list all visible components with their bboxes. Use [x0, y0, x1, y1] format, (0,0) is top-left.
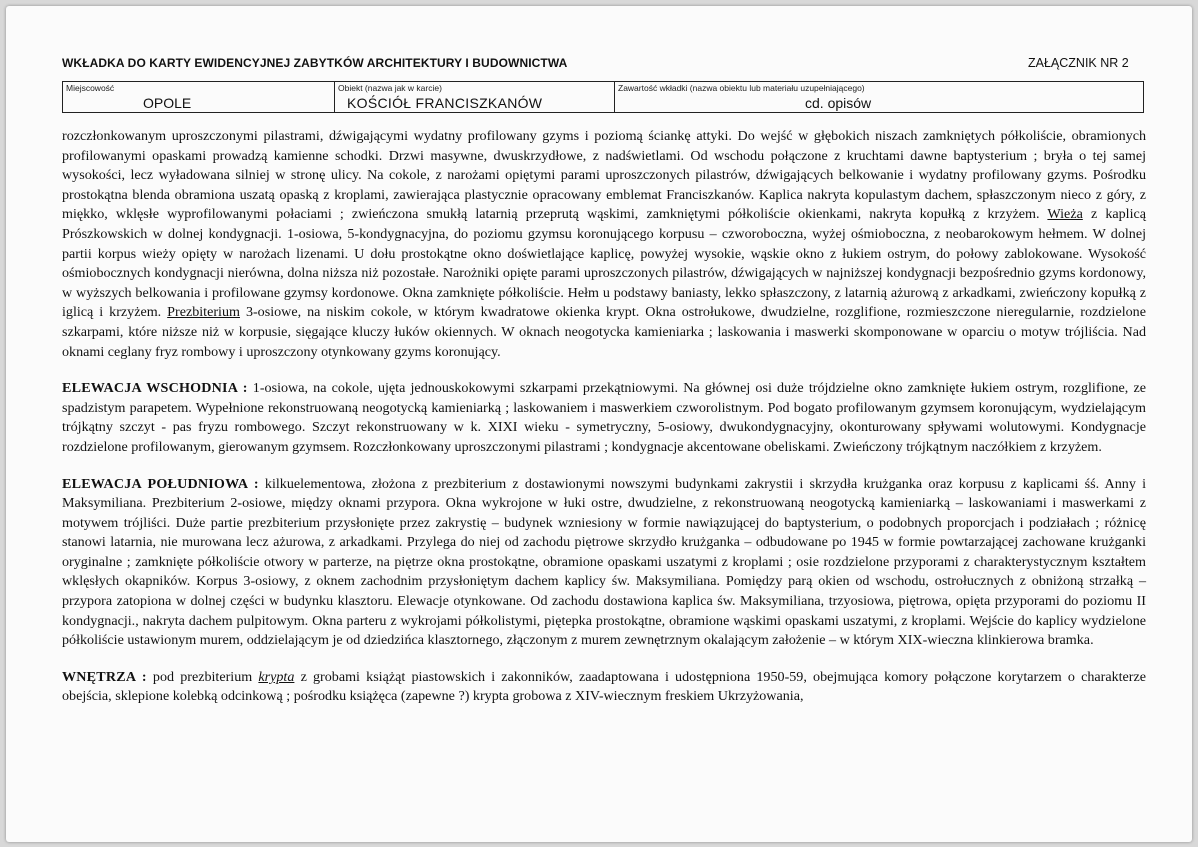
- location-value: OPOLE: [143, 95, 192, 111]
- object-label: Obiekt (nazwa jak w karcie): [338, 83, 442, 93]
- paragraph-text: kilkuelementowa, złożona z prezbiterium z dostawionymi nowszymi budynkami zakrystii i skrzydła krużganka oraz korpusu z kaplicami śś. Anny i Maksymiliana. Prezbiterium 2-osiowe, między oknami przypora. Okna wykrojone w łuki ostre, dwudzielne, z rekonstruowaną neogotycką kamieniarką – laskowaniami i maswerkami z motywem trójliści. Duże partie prezbiterium przysłonięte przez zakrystię – budynek wzniesiony w formie nawiązującej do baptysterium, o podobnych proporcjach i podziałach ; różnicę stanowi latarnia, nie murowana lecz ażurowa, z arkadkami. Przylega do niej od zachodu piętrowe skrzydło krużganka – odbudowane po 1945 w formie powtarzającej zachowane krużganki oryginalne ; zamknięte półkoliście otwory w parterze, na piętrze okna prostokątne, obramione opaskami uszatymi z kroplami ; osie rozdzielone przyporami z charakterystycznym kształtem wklęsłych okapników. Korpus 3-osiowy, z oknem zachodnim przysłoniętym dachem kaplicy św. Maksymiliana. Pomiędzy parą okien od wschodu, ostrołucznych z obniżoną strzałką – przypora zatopiona w dolnej części w budynku klasztoru. Elewacje otynkowane. Od zachodu dostawiona kaplica św. Maksymiliana, trzyosiowa, piętrowa, opięta przyporami do poziomu II kondygnacji., nakryta dachem pulpitowym. Okna parteru z wykrojami półkolistymi, piętерka prostokątne, obramione wąskimi opaskami uszatymi, z kroplami. Wejście do kaplicy wydzielone półkoliście ustawionym murem, oddzielającym je od dziedzińca klasztornego, złączonym z murem zewnętrznym okalającym założenie – w którym XIX-wieczna klinkierowa bramka.: [62, 475, 1146, 649]
- annex-number: ZAŁĄCZNIK NR 2: [1028, 56, 1129, 70]
- tower-heading: Wieża: [1047, 206, 1083, 223]
- paragraph-east-elevation: [62, 379, 1146, 457]
- paragraph-text: z kaplicą Prószkowskich w dolnej kondygnacji. 1-osiowa, 5-kondygnacyjna, do poziomu gzymsu koronującego korpusu – czworoboczna, wyżej ośmioboczna, z neobarokowym hełmem. W dolnej partii korpus wieży opięty w narożach lizenami. U dołu prostokątne okno doświetlające kaplicę, powyżej wysokie, wąskie okno z łukiem ostrym, do połowy zablokowane. Wysokość ośmiobocznych kondygnacji nierówna, dolna niższa niż pozostałe. Narożniki opięte parami uproszczonych pilastrów, dźwigających w najniższej kondygnacji bezpośrednio gzyms kordonowy, w wyższych belkowania i profilowane gzymsy kordonowe. Okna zamknięte półkoliście. Hełm u podstawy baniasty, lekko spłaszczony, z latarnią ażurową z arkadkami, zwieńczony kopułką z iglicą i krzyżem.: [62, 206, 1147, 321]
- header-title: WKŁADKA DO KARTY EWIDENCYJNEJ ZABYTKÓW ARCHITEKTURY I BUDOWNICTWA: [62, 56, 568, 70]
- location-field: [63, 82, 335, 112]
- crypt-term: krypta: [258, 668, 295, 685]
- paragraph-interiors: [62, 668, 1146, 707]
- paragraph-text: z grobami książąt piastowskich i zakonników, zaadaptowana i udostępniona 1950-59, obejmująca komory połączone korytarzem o charakterze obejścia, sklepione kolebką odcinkową ; pośrodku książęca (zapewne ?) krypta grobowa z XIV-wiecznym freskiem Ukrzyżowania,: [62, 668, 1146, 705]
- paragraph-text: 3-osiowe, na niskim cokole, w którym kwadratowe okienka krypt. Okna ostrołukowe, dwudzielne, rozglifione, rozmieszczone nieregularnie, rozdzielone szkarpami, które niższe niż w korpusie, sięgające kluczy łuków okiennych. W oknach neogotycka kamieniarka ; laskowania i maswerki skomponowane w oparciu o motyw trójliścia. Nad oknami ceglany fryz rombowy i uproszczony otynkowany gzyms koronujący.: [62, 304, 1146, 360]
- paragraph-tower-presbytery: [62, 127, 1146, 362]
- content-label: Zawartość wkładki (nazwa obiektu lub materiału uzupełniającego): [618, 83, 865, 93]
- paragraph-text: rozczłonkowanym uproszczonymi pilastrami, dźwigającymi wydatny profilowany gzyms i poziomą ściankę attyki. Do wejść w głębokich niszach zamkniętych półkoliście, obramionych profilowanymi opaskami prowadzą kamienne schodki. Drzwi masywne, dwuskrzydłowe, z nadświetlami. Od wschodu połączone z kruchtami dawne baptysterium ; bryła o tej samej wysokości, lecz wyładowana silniej w stronę ulicy. Na cokole, z narożami opiętymi parami uproszczonych pilastrów, dźwigających belkowanie i wydatny profilowany gzyms. Pośrodku prostokątna blenda obramiona uszatą opaską z kroplami, zawierająca plastycznie opracowany emblemat Franciszkanów. Kaplica nakryta kopulastym dachem, spłaszczonym nieco z góry, z miękko, wklęsłe wyprofilowanymi połaciami ; zwieńczona smukłą latarnią przeprutą wąskimi, zamkniętymi półkoliście okienkami, nakryta kopułką z krzyżem.: [62, 128, 1146, 223]
- east-elevation-heading: ELEWACJA WSCHODNIA :: [62, 380, 248, 397]
- interiors-heading: WNĘTRZA :: [62, 668, 147, 685]
- paragraph-south-elevation: [62, 475, 1146, 651]
- location-label: Miejscowość: [66, 83, 115, 93]
- content-field: [615, 82, 1143, 112]
- paragraph-text: 1-osiowa, na cokole, ujęta jednouskokowymi szkarpami przekątniowymi. Na głównej osi duże trójdzielne okno zamknięte łukiem ostrym, rozglifione, ze spadzistym parapetem. Wypełnione rekonstruowaną neogotycką kamieniarką ; laskowaniem i maswerkiem czworolistnym. Pod bogato profilowanym gzymsem koronującym, wydzielającym trójkątny szczyt - pas fryzu rombowego. Szczyt rekonstruowany w k. XIXI wieku - symetryczny, 5-osiowy, dwukondygnacyjny, okonturowany spływami wolutowymi. Kondygnacje rozdzielone profilowanym, gierowanym gzymsem. Rozczłonkowany uproszczonymi pilastrami ; kondygnacje akcentowane obeliskami. Zwieńczony trójkątnym naczółkiem z krzyżem.: [62, 380, 1146, 455]
- object-value: KOŚCIÓŁ FRANCISZKANÓW: [347, 95, 543, 111]
- content-value: cd. opisów: [805, 95, 872, 111]
- header-fields: [62, 81, 1144, 113]
- description-body: [62, 127, 1146, 724]
- document-sheet: [6, 6, 1192, 842]
- object-field: [335, 82, 615, 112]
- south-elevation-heading: ELEWACJA POŁUDNIOWA :: [62, 475, 259, 492]
- paragraph-text: pod prezbiterium: [146, 668, 259, 685]
- presbytery-heading: Prezbiterium: [167, 304, 240, 321]
